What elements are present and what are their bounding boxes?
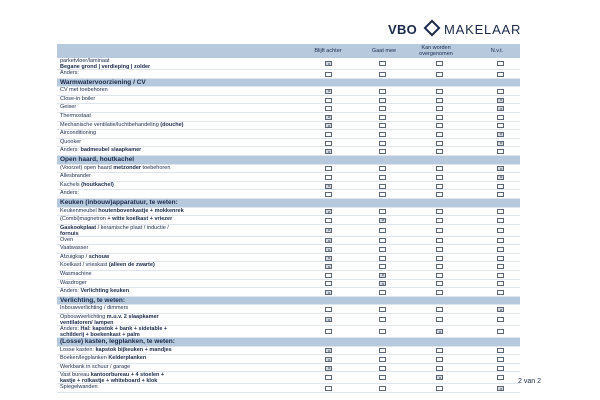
item-label-part: Wasdroger [60,279,87,286]
column-header-gaat-mee: Gaat mee [371,48,397,54]
checkbox-blijft-achter[interactable] [325,273,332,278]
checklist-row [57,130,520,139]
item-label-part: Werkbank in schuur / garage [60,363,131,370]
item-label-part: schouw [88,253,110,260]
checkbox-nvt[interactable] [497,89,504,94]
checklist-row [57,139,520,148]
checkbox-blijft-achter[interactable] [325,329,332,334]
checkbox-nvt[interactable] [497,329,504,334]
item-label-part: Thermostaat [60,112,91,119]
checklist-row [57,113,520,122]
checkbox-overgenomen[interactable] [436,218,443,223]
section-title: (Losse) kasten, legplanken, te weten: [60,338,175,346]
checkbox-blijft-achter[interactable] [325,184,332,189]
checkbox-nvt[interactable] [497,149,504,154]
item-label-part: Inbouwverlichting / dimmers [60,305,129,312]
checkbox-nvt[interactable] [497,366,504,371]
checklist-row [57,326,520,338]
item-label [60,288,300,294]
checkbox-overgenomen[interactable] [436,329,443,334]
item-label-part: Koelkast / vrieskast [60,262,109,269]
checkbox-gaat-mee[interactable] [379,386,386,391]
checkbox-nvt[interactable] [497,123,504,128]
checkbox-gaat-mee[interactable] [379,89,386,94]
item-label [60,237,300,243]
checkbox-overgenomen[interactable] [436,366,443,371]
item-label [60,225,300,237]
checklist-row [57,173,520,182]
checklist-row [57,225,520,237]
checklist-row [57,372,520,384]
checklist-row [57,364,520,373]
checkbox-nvt[interactable] [497,307,504,312]
checkbox-gaat-mee[interactable] [379,115,386,120]
checkbox-blijft-achter[interactable] [325,317,332,322]
checkbox-gaat-mee[interactable] [379,348,386,353]
item-label [60,139,300,145]
checkbox-nvt[interactable] [497,106,504,111]
item-label-part: Keukenmeubel [60,207,99,214]
section-title: Open haard, houtkachel [60,155,135,163]
item-label [60,262,300,268]
item-label [60,305,300,311]
checkbox-blijft-achter[interactable] [325,89,332,94]
checkbox-overgenomen[interactable] [436,72,443,77]
checkbox-gaat-mee[interactable] [379,192,386,197]
checkbox-gaat-mee[interactable] [379,72,386,77]
column-header-bar [57,44,520,58]
item-label-part: (Voorzet) open haard [60,164,114,171]
checkbox-overgenomen[interactable] [436,317,443,322]
checkbox-nvt[interactable] [497,175,504,180]
checklist-row [57,122,520,131]
item-label [60,280,300,286]
checkbox-overgenomen[interactable] [436,386,443,391]
checkbox-nvt[interactable] [497,192,504,197]
checkbox-overgenomen[interactable] [436,247,443,252]
checkbox-overgenomen[interactable] [436,141,443,146]
checkbox-gaat-mee[interactable] [379,281,386,286]
checkbox-gaat-mee[interactable] [379,175,386,180]
item-label-part: (houtkachel) [81,181,114,188]
checkbox-overgenomen[interactable] [436,273,443,278]
checkbox-nvt[interactable] [497,209,504,214]
checklist-row [57,58,520,70]
item-label [60,314,300,326]
checkbox-overgenomen[interactable] [436,228,443,233]
checkbox-nvt[interactable] [497,281,504,286]
checkbox-overgenomen[interactable] [436,98,443,103]
checkbox-overgenomen[interactable] [436,290,443,295]
checklist-row [57,70,520,79]
checkbox-gaat-mee[interactable] [379,98,386,103]
item-label [60,245,300,251]
item-label-part: (alleen de zwarte) [108,262,155,269]
checkbox-nvt[interactable] [497,228,504,233]
item-label-part: Spiegelwanden [60,384,98,391]
checkbox-gaat-mee[interactable] [379,166,386,171]
page-number: 2 van 2 [518,378,541,385]
section-header [57,156,520,165]
item-label-part: Afzuigkap / [60,253,89,260]
checkbox-gaat-mee[interactable] [379,141,386,146]
item-label [60,104,300,110]
item-label [60,208,300,214]
checkbox-nvt[interactable] [497,375,504,380]
checkbox-overgenomen[interactable] [436,307,443,312]
checkbox-blijft-achter[interactable] [325,290,332,295]
checkbox-gaat-mee[interactable] [379,209,386,214]
item-label [60,173,300,179]
item-label [60,364,300,370]
checkbox-gaat-mee[interactable] [379,375,386,380]
checkbox-gaat-mee[interactable] [379,106,386,111]
item-label-part: (douche) [160,121,184,128]
item-label-part: Opbouwverlichting [60,314,107,321]
checkbox-overgenomen[interactable] [436,132,443,137]
item-label-part: Vast bureau [60,372,91,379]
column-header-blijft-achter: Blijft achter [314,48,342,54]
checkbox-gaat-mee[interactable] [379,329,386,334]
company-logo [388,20,548,40]
item-label-part: fornuis [60,230,79,237]
checkbox-nvt[interactable] [497,141,504,146]
checklist-row [57,280,520,289]
checkbox-blijft-achter[interactable] [325,115,332,120]
checkbox-nvt[interactable] [497,61,504,66]
checkbox-overgenomen[interactable] [436,264,443,269]
checkbox-blijft-achter[interactable] [325,357,332,362]
item-label [60,384,300,390]
item-label [60,355,300,361]
checkbox-nvt[interactable] [497,72,504,77]
checkbox-nvt[interactable] [497,247,504,252]
checkbox-gaat-mee[interactable] [379,149,386,154]
item-label [60,271,300,277]
checkbox-overgenomen[interactable] [436,123,443,128]
checkbox-blijft-achter[interactable] [325,166,332,171]
checkbox-blijft-achter[interactable] [325,72,332,77]
item-label-part: CV met toebehoren [60,87,108,94]
checkbox-gaat-mee[interactable] [379,132,386,137]
item-label-part: Oven [60,236,74,243]
checklist-row [57,216,520,225]
checkbox-overgenomen[interactable] [436,238,443,243]
checklist-row [57,96,520,105]
checkbox-gaat-mee[interactable] [379,218,386,223]
item-label-part: Wasmachine [60,271,92,278]
item-label-part: Anders: [60,70,79,76]
checkbox-gaat-mee[interactable] [379,357,386,362]
item-label-part: Hal: kapstok + bank + sidetable + schilderij + boekenkast + palm [60,326,168,339]
item-label-part: Close-in boiler [60,95,96,102]
item-label-part: houtenbovenkastje + mokkenrek [98,207,184,214]
item-label-part: parketvloer/laminaat [60,58,110,64]
item-label [60,147,300,153]
item-label-part: / keramische plaat / inductie / [97,224,169,231]
checkbox-blijft-achter[interactable] [325,175,332,180]
checkbox-blijft-achter[interactable] [325,307,332,312]
checkbox-blijft-achter[interactable] [325,123,332,128]
checklist-row [57,182,520,191]
item-label-part: toebehoren [141,164,171,171]
checkbox-blijft-achter[interactable] [325,264,332,269]
checkbox-blijft-achter[interactable] [325,247,332,252]
checklist-row [57,208,520,217]
checklist-row [57,314,520,326]
item-label-part: kantoorbureau + 4 stoelen + kastje + rolkastje + whiteboard + klok [60,372,165,385]
item-label-part: m.u.v. 2 slaapkamer ventilatoren/ lampen [60,314,159,327]
checkbox-nvt[interactable] [497,273,504,278]
checklist-row [57,165,520,174]
checkbox-nvt[interactable] [497,218,504,223]
checkbox-gaat-mee[interactable] [379,273,386,278]
item-label-part: Gaskookplaat [60,224,97,231]
checkbox-gaat-mee[interactable] [379,123,386,128]
item-label [60,326,300,338]
checkbox-nvt[interactable] [497,317,504,322]
item-label-part: Anders: [60,190,79,197]
item-label [60,165,300,171]
checklist-row [57,384,520,393]
checkbox-gaat-mee[interactable] [379,256,386,261]
checkbox-blijft-achter[interactable] [325,366,332,371]
checklist-row [57,271,520,280]
checkbox-nvt[interactable] [497,238,504,243]
checkbox-overgenomen[interactable] [436,175,443,180]
checkbox-blijft-achter[interactable] [325,375,332,380]
checkbox-gaat-mee[interactable] [379,184,386,189]
checkbox-nvt[interactable] [497,357,504,362]
item-label [60,372,300,384]
checkbox-blijft-achter[interactable] [325,61,332,66]
item-label-part: Losse kasten: [60,346,96,353]
item-label-part: Anders: [60,147,81,154]
checkbox-gaat-mee[interactable] [379,247,386,252]
checkbox-blijft-achter[interactable] [325,192,332,197]
checkbox-gaat-mee[interactable] [379,61,386,66]
checkbox-nvt[interactable] [497,132,504,137]
checkbox-blijft-achter[interactable] [325,106,332,111]
item-label-part: + witte koelkast + vriezer [107,216,173,223]
checkbox-blijft-achter[interactable] [325,348,332,353]
checkbox-overgenomen[interactable] [436,357,443,362]
item-label [60,190,300,196]
item-label-part: Allesbrander [60,173,91,180]
checkbox-nvt[interactable] [497,98,504,103]
checkbox-nvt[interactable] [497,264,504,269]
checkbox-blijft-achter[interactable] [325,141,332,146]
section-header [57,199,520,208]
checkbox-overgenomen[interactable] [436,256,443,261]
column-header-nvt: N.v.t. [490,48,504,54]
checkbox-gaat-mee[interactable] [379,228,386,233]
checkbox-nvt[interactable] [497,115,504,120]
item-label-part: Boeken/legplanken [60,355,109,362]
checklist-row [57,288,520,297]
item-label-part: Kelderplanken [108,355,147,362]
checkbox-blijft-achter[interactable] [325,281,332,286]
logo-diamond-icon [424,20,441,37]
checkbox-overgenomen[interactable] [436,61,443,66]
checklist-row [57,347,520,356]
checklist-row [57,147,520,156]
checkbox-nvt[interactable] [497,290,504,295]
item-label-part: metzonder [113,164,142,171]
column-header-overgenomen: Kan worden overgenomen [419,45,453,57]
checkbox-blijft-achter[interactable] [325,238,332,243]
checkbox-nvt[interactable] [497,386,504,391]
section-title: Keuken (inbouw)apparatuur, te weten: [60,198,178,206]
item-label [60,87,300,93]
checklist-row [57,305,520,314]
item-label-part: Quooker [60,138,82,145]
item-label [60,347,300,353]
checkbox-blijft-achter[interactable] [325,98,332,103]
checkbox-overgenomen[interactable] [436,115,443,120]
checkbox-gaat-mee[interactable] [379,317,386,322]
item-label [60,130,300,136]
checkbox-nvt[interactable] [497,256,504,261]
checkbox-blijft-achter[interactable] [325,228,332,233]
checkbox-overgenomen[interactable] [436,166,443,171]
item-label [60,216,300,222]
checkbox-overgenomen[interactable] [436,149,443,154]
checkbox-overgenomen[interactable] [436,184,443,189]
item-label [60,70,300,76]
item-label-part: badmeubel slaapkamer [80,147,142,154]
section-header [57,79,520,88]
checklist-row [57,254,520,263]
inventory-table [57,58,520,393]
checkbox-nvt[interactable] [497,166,504,171]
section-title: Warmwatervoorziening / CV [60,78,146,86]
section-header [57,338,520,347]
checkbox-nvt[interactable] [497,348,504,353]
checkbox-overgenomen[interactable] [436,375,443,380]
item-label-part: Geiser [60,104,77,111]
item-label-part: Airconditioning [60,130,97,137]
item-label [60,58,300,70]
checkbox-gaat-mee[interactable] [379,238,386,243]
item-label [60,122,300,128]
section-header [57,297,520,306]
item-label-part: Verlichting keuken [80,288,130,295]
item-label [60,96,300,102]
checkbox-overgenomen[interactable] [436,192,443,197]
checkbox-blijft-achter[interactable] [325,256,332,261]
checkbox-gaat-mee[interactable] [379,307,386,312]
checkbox-overgenomen[interactable] [436,348,443,353]
item-label-part: Begane grond | verdieping | zolder [60,64,151,70]
checklist-row [57,190,520,199]
checkbox-overgenomen[interactable] [436,106,443,111]
checkbox-gaat-mee[interactable] [379,290,386,295]
item-label-part: Anders: [60,326,81,333]
checklist-row [57,237,520,246]
checkbox-gaat-mee[interactable] [379,264,386,269]
checkbox-overgenomen[interactable] [436,281,443,286]
checkbox-blijft-achter[interactable] [325,386,332,391]
item-label-part: Vaatwasser [60,245,89,252]
checkbox-blijft-achter[interactable] [325,218,332,223]
checkbox-overgenomen[interactable] [436,209,443,214]
checklist-row [57,104,520,113]
item-label-part: Mechanische ventilatie/luchtbehandeling [60,121,161,128]
item-label [60,254,300,260]
item-label-part: Kachels [60,181,82,188]
checklist-row [57,355,520,364]
checklist-row [57,87,520,96]
checkbox-overgenomen[interactable] [436,89,443,94]
checkbox-blijft-achter[interactable] [325,209,332,214]
checkbox-gaat-mee[interactable] [379,366,386,371]
section-title: Verlichting, te weten: [60,296,126,304]
logo-text-makelaar: MAKELAAR [444,22,522,37]
checkbox-nvt[interactable] [497,184,504,189]
item-label-part: (Combi)magnetron [60,216,108,223]
checkbox-blijft-achter[interactable] [325,132,332,137]
item-label [60,113,300,119]
checklist-row [57,262,520,271]
logo-text-vbo: VBO [388,22,418,37]
checklist-row [57,245,520,254]
item-label-part: Anders: [60,288,81,295]
checkbox-blijft-achter[interactable] [325,149,332,154]
item-label [60,182,300,188]
item-label-part: kapstok bijkeuken + mandjes [95,346,172,353]
